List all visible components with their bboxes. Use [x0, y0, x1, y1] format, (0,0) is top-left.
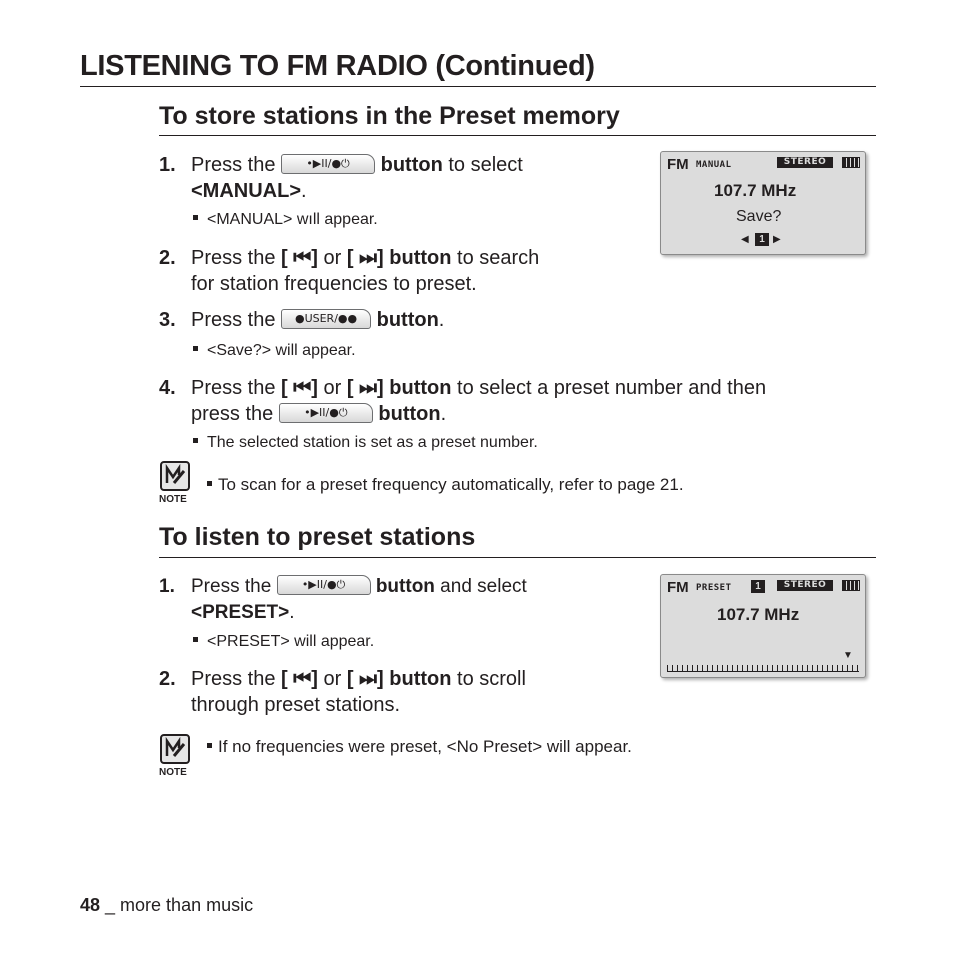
step-number: 2. [159, 247, 176, 269]
step-text: for station frequencies to preset. [191, 273, 477, 295]
user-button-icon: ●USER/●● [281, 309, 371, 329]
bullet-preset: <PRESET> will appear. [193, 632, 374, 652]
step-text: or [323, 247, 342, 269]
play-pause-button-icon: •▶II/●⏻ [281, 154, 375, 174]
step-text: Press the [191, 247, 276, 269]
prev-skip-icon: [ ⏮] [281, 247, 324, 269]
note-icon [160, 461, 190, 491]
step-text: Press the [191, 377, 276, 399]
step-bold: button [380, 154, 443, 176]
step-text: and select [434, 576, 527, 597]
step-3-store [159, 307, 639, 333]
page-title: LISTENING TO FM RADIO (Continued) [80, 50, 595, 82]
play-pause-button-icon: •▶II/●⏻ [279, 403, 373, 423]
lcd-frequency: 107.7 MHz [714, 181, 797, 200]
note-text: To scan for a preset frequency automatically, refer to page 21. [207, 475, 684, 495]
step-bold: <PRESET> [191, 602, 290, 623]
note-icon [160, 734, 190, 764]
step-1-listen [159, 574, 639, 626]
note-text: If no frequencies were preset, <No Preset> will appear. [207, 737, 632, 757]
page-footer [80, 895, 253, 916]
step-text: to select a preset number and then [451, 377, 767, 399]
lcd-preset-number: 1 [751, 580, 765, 593]
left-arrow-icon: ◀ [741, 234, 749, 245]
step-1-store [159, 152, 639, 204]
footer-text: _ more than music [100, 895, 254, 915]
lcd-preset-number: 1 [755, 233, 769, 246]
lcd-prompt: Save? [736, 208, 782, 225]
step-bold: button [378, 403, 441, 425]
step-2-store [159, 245, 629, 297]
lcd-stereo-badge: STEREO [777, 580, 833, 591]
step-text: Press the [191, 309, 276, 331]
lcd-screen-manual [660, 151, 866, 255]
section-divider-listen [159, 557, 876, 558]
battery-icon [842, 580, 860, 591]
lcd-frequency: 107.7 MHz [717, 605, 800, 624]
step-number: 2. [159, 668, 176, 690]
lcd-band: FM [667, 579, 689, 596]
section-divider-store [159, 135, 876, 136]
next-skip-icon: [ ⏭] button [341, 247, 452, 269]
step-text: or [323, 377, 342, 399]
note-label: NOTE [159, 494, 187, 505]
lcd-mode: MANUAL [696, 160, 732, 170]
next-skip-icon: [ ⏭] button [341, 668, 452, 690]
lcd-mode: PRESET [696, 583, 732, 593]
step-text: Press the [191, 576, 272, 597]
step-text: through preset stations. [191, 694, 401, 716]
step-number: 1. [159, 576, 175, 597]
bullet-save: <Save?> will appear. [193, 341, 356, 361]
lcd-screen-preset [660, 574, 866, 678]
step-text: . [440, 403, 447, 425]
step-number: 3. [159, 309, 176, 331]
page-number: 48 [80, 895, 101, 915]
step-4-store [159, 375, 869, 427]
section-heading-store: To store stations in the Preset memory [159, 102, 620, 130]
prev-skip-icon: [ ⏮] [281, 668, 324, 690]
prev-skip-icon: [ ⏮] [281, 377, 324, 399]
step-text: to search [451, 247, 540, 269]
battery-icon [842, 157, 860, 168]
step-number: 1. [159, 154, 176, 176]
note-label: NOTE [159, 767, 187, 778]
step-text: to select [442, 154, 523, 176]
step-text: . [289, 602, 295, 623]
next-skip-icon: [ ⏭] button [341, 377, 452, 399]
step-number: 4. [159, 377, 176, 399]
step-text: . [438, 309, 445, 331]
step-bold: button [376, 309, 439, 331]
step-text: press the [191, 403, 274, 425]
bullet-set: The selected station is set as a preset number. [193, 433, 538, 453]
step-bold: button [375, 576, 435, 597]
section-heading-listen: To listen to preset stations [159, 523, 476, 551]
lcd-stereo-badge: STEREO [777, 157, 833, 168]
frequency-scale [667, 665, 859, 672]
down-arrow-icon: ▼ [843, 650, 853, 661]
play-pause-button-icon: •▶II/●⏻ [277, 575, 371, 595]
step-2-listen [159, 666, 629, 718]
bullet-manual: <MANUAL> wıll appear. [193, 210, 378, 230]
title-divider [80, 86, 876, 87]
lcd-band: FM [667, 156, 689, 173]
step-bold: <MANUAL> [191, 180, 302, 202]
step-text: to scroll [451, 668, 526, 690]
right-arrow-icon: ▶ [773, 234, 781, 245]
step-text: Press the [191, 154, 276, 176]
step-text: or [323, 668, 342, 690]
step-text: . [301, 180, 307, 202]
step-text: Press the [191, 668, 276, 690]
